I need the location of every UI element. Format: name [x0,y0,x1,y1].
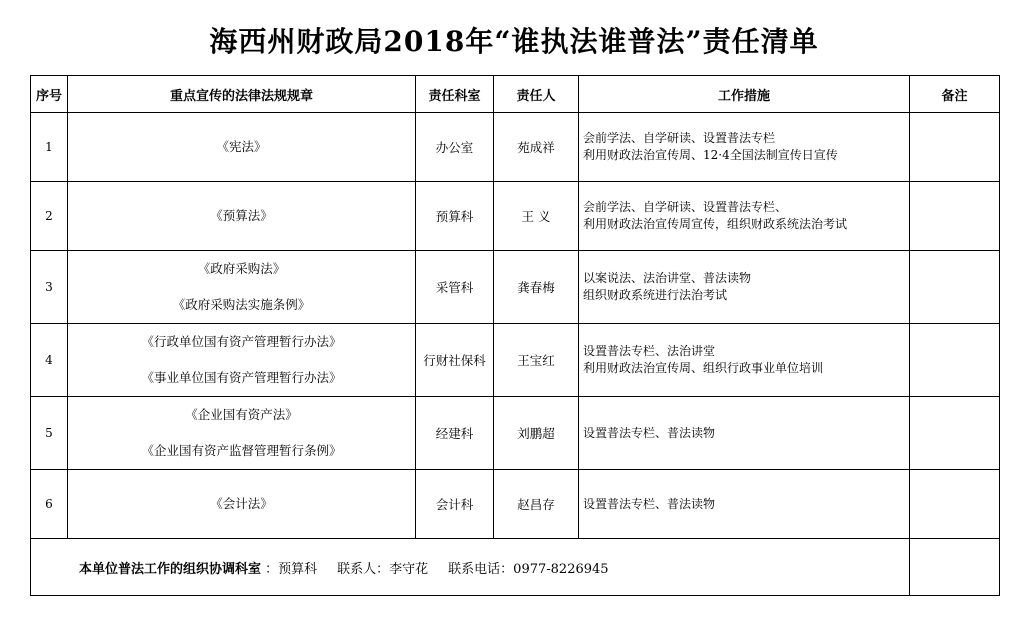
header-person: 责任人 [494,76,579,113]
row-laws [68,470,416,539]
footer-contact-person: 联系人：李守花 [337,561,429,577]
row-measures [579,324,910,397]
measure-line: 设置普法专栏、普法读物 [583,496,716,511]
measure-line: 利用财政法治宣传周、12·4全国法制宣传日宣传 [583,148,838,162]
table-row [31,324,1000,397]
law-title: 《事业单位国有资产管理暂行办法》 [141,370,342,385]
row-laws [68,251,416,324]
law-title: 《企业国有资产监督管理暂行条例》 [141,443,342,458]
row-seq: 3 [31,251,68,324]
row-dept: 采管科 [416,251,494,324]
row-person: 王宝红 [494,324,579,397]
row-remarks [910,470,1000,539]
row-seq: 5 [31,397,68,470]
row-dept: 行财社保科 [416,324,494,397]
responsibility-table [30,75,1000,596]
footer-row [31,539,1000,596]
row-person: 苑成祥 [494,113,579,182]
footer-contact [31,539,910,596]
measure-line: 设置普法专栏、法治讲堂 [583,344,716,358]
law-title: 《企业国有资产法》 [185,407,298,422]
row-laws [68,324,416,397]
row-measures [579,470,910,539]
row-person: 赵昌存 [494,470,579,539]
measure-line: 会前学法、自学研读、设置普法专栏、 [583,200,788,214]
row-person: 刘鹏超 [494,397,579,470]
row-measures [579,182,910,251]
measure-line: 利用财政法治宣传周宣传，组织财政系统法治考试 [583,217,848,231]
row-remarks [910,397,1000,470]
row-remarks [910,324,1000,397]
table-header-row [31,76,1000,113]
measure-line: 设置普法专栏、普法读物 [583,425,716,440]
row-laws [68,397,416,470]
law-title: 《政府采购法实施条例》 [172,297,311,312]
law-title: 《预算法》 [210,208,273,224]
row-seq: 4 [31,324,68,397]
row-dept: 预算科 [416,182,494,251]
row-measures [579,113,910,182]
header-dept: 责任科室 [416,76,494,113]
header-seq: 序号 [31,76,68,113]
table-row [31,470,1000,539]
row-measures [579,251,910,324]
row-laws [68,182,416,251]
row-dept: 经建科 [416,397,494,470]
row-seq: 1 [31,113,68,182]
footer-phone: 联系电话：0977-8226945 [448,561,609,577]
table-row [31,182,1000,251]
table-row [31,113,1000,182]
measure-line: 组织财政系统进行法治考试 [583,288,728,302]
row-seq: 6 [31,470,68,539]
footer-remarks [910,539,1000,596]
row-dept: 会计科 [416,470,494,539]
row-person: 王 义 [494,182,579,251]
row-measures [579,397,910,470]
measure-line: 会前学法、自学研读、设置普法专栏 [583,131,776,145]
row-remarks [910,182,1000,251]
law-title: 《会计法》 [210,496,273,512]
footer-dept: ：预算科 [261,561,318,577]
law-title: 《政府采购法》 [197,261,286,276]
row-seq: 2 [31,182,68,251]
table-row [31,251,1000,324]
header-measures: 工作措施 [579,76,910,113]
header-remarks: 备注 [910,76,1000,113]
measure-line: 利用财政法治宣传周、组织行政事业单位培训 [583,361,824,375]
row-remarks [910,251,1000,324]
header-laws: 重点宣传的法律法规规章 [68,76,416,113]
measure-line: 以案说法、法治讲堂、普法读物 [583,271,752,285]
law-title: 《宪法》 [216,139,267,155]
row-laws [68,113,416,182]
row-person: 龚春梅 [494,251,579,324]
row-dept: 办公室 [416,113,494,182]
footer-label: 本单位普法工作的组织协调科室 [79,561,262,577]
page-title: 海西州财政局2018年“谁执法谁普法”责任清单 [209,25,819,58]
law-title: 《行政单位国有资产管理暂行办法》 [141,334,342,349]
row-remarks [910,113,1000,182]
table-row [31,397,1000,470]
